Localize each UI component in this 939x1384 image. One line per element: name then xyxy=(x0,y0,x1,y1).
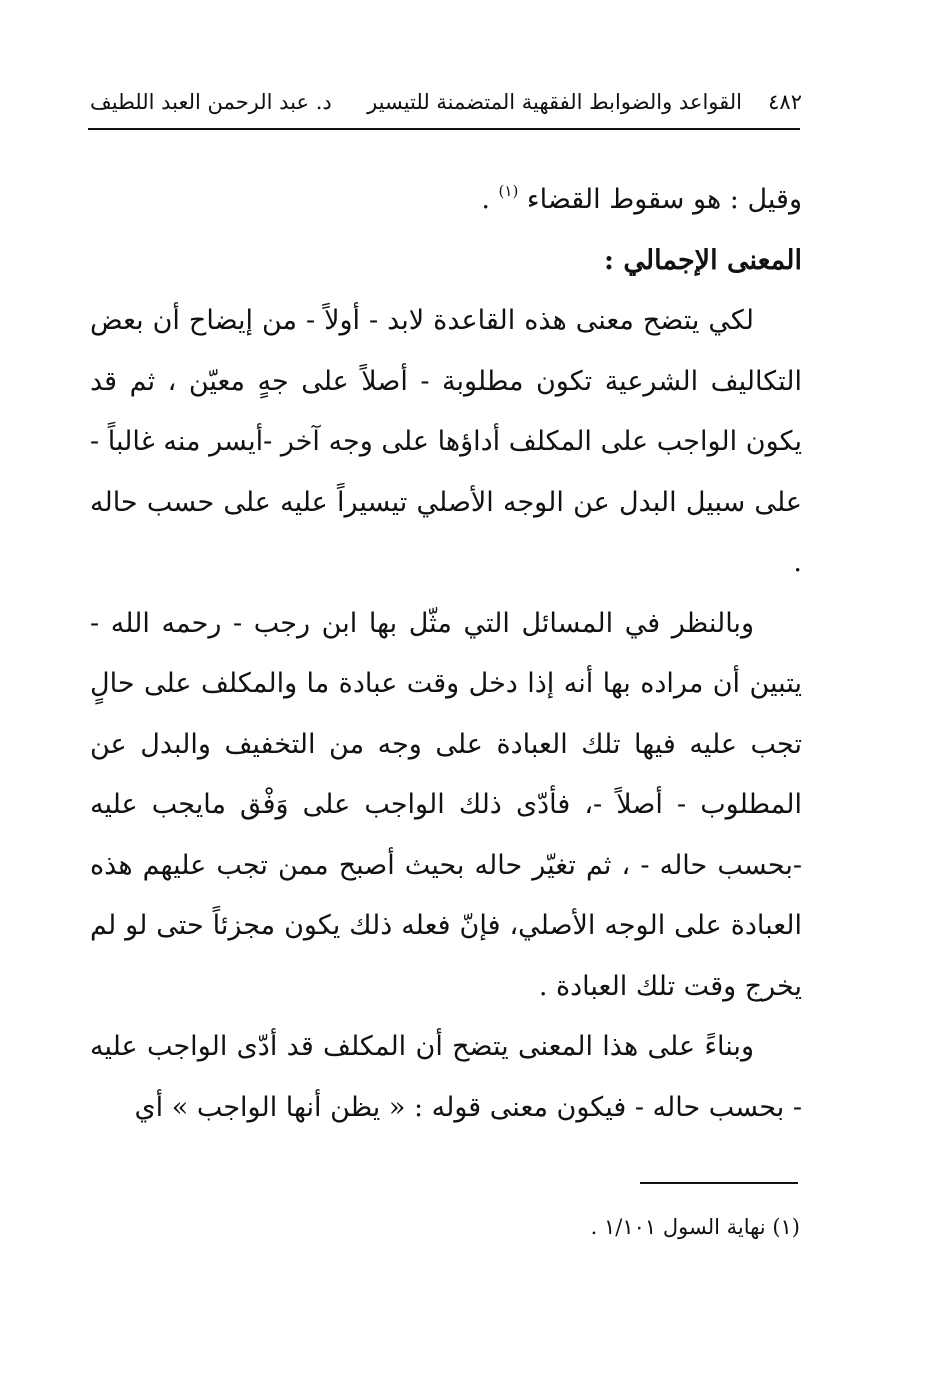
intro-line xyxy=(90,170,802,231)
intro-line-end: . xyxy=(481,184,499,215)
section-heading: المعنى الإجمالي : xyxy=(604,244,802,276)
author-name: د. عبد الرحمن العبد اللطيف xyxy=(90,90,332,114)
paragraph-3: وبناءً على هذا المعنى يتضح أن المكلف قد أدّى الواجب عليه - بحسب حاله - فيكون معنى قوله : « يظن أنها الواجب » أي xyxy=(90,1031,802,1123)
paragraph-1: لكي يتضح معنى هذه القاعدة لابد - أولاً - من إيضاح أن بعض التكاليف الشرعية تكون مطلوبة - أصلاً على جهٍ معيّن ، ثم قد يكون الواجب على المكلف أداؤها على وجه آخر -أيسر منه غالباً - على سبيل البدل عن الوجه الأصلي تيسيراً عليه على حسب حاله . xyxy=(90,305,802,578)
paragraph-2: وبالنظر في المسائل التي مثّل بها ابن رجب - رحمه الله - يتبين أن مراده بها أنه إذا دخل وقت عبادة ما والمكلف على حالٍ تجب عليه فيها تلك العبادة على وجه من التخفيف والبدل عن المطلوب - أصلاً -، فأدّى ذلك الواجب على وَفْق مايجب عليه -بحسب حاله - ، ثم تغيّر حاله بحيث أصبح ممن تجب عليهم هذه العبادة على الوجه الأصلي، فإنّ فعله ذلك يكون مجزئاً حتى لو لم يخرج وقت تلك العبادة . xyxy=(90,607,802,1002)
book-title: القواعد والضوابط الفقهية المتضمنة للتيسير xyxy=(367,90,742,114)
intro-line-text: وقيل : هو سقوط القضاء xyxy=(526,184,802,215)
body-text xyxy=(90,170,802,1138)
header-rule xyxy=(88,128,800,130)
footnote-rule xyxy=(640,1182,798,1184)
page-number: ٤٨٢ xyxy=(768,90,802,114)
footnote: (١) نهاية السول ١/١٠١ . xyxy=(590,1215,800,1239)
running-header xyxy=(90,82,802,122)
footnote-reference[interactable]: (١) xyxy=(498,182,519,200)
